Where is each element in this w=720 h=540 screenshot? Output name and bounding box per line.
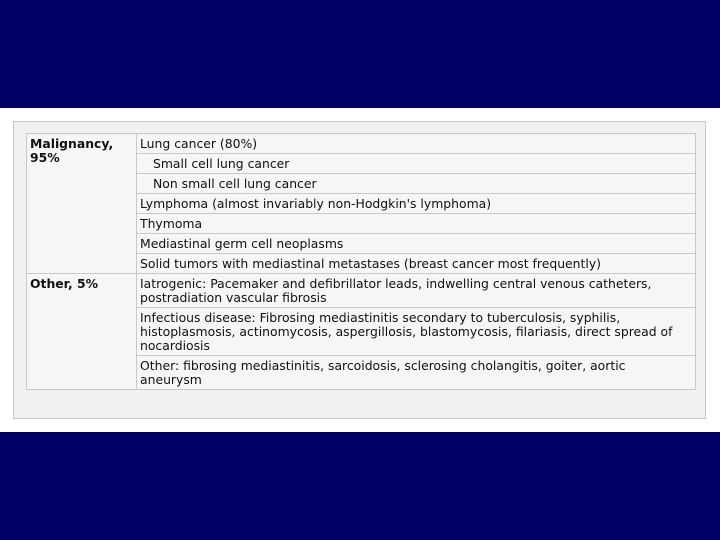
cell-text: Non small cell lung cancer <box>153 176 317 191</box>
cell-text: nocardiosis <box>140 338 210 353</box>
group-label-other <box>27 274 137 390</box>
cell-text: aneurysm <box>140 372 202 387</box>
cell-text: Thymoma <box>140 216 203 231</box>
table-cell <box>137 274 696 308</box>
table-cell <box>137 154 696 174</box>
cell-text: histoplasmosis, actinomycosis, aspergillosis, blastomycosis, filariasis, direct spread of <box>140 324 673 339</box>
group-label-malignancy <box>27 134 137 274</box>
causes-table <box>26 133 696 390</box>
table-cell <box>137 356 696 390</box>
cell-text: Mediastinal germ cell neoplasms <box>140 236 344 251</box>
table-row <box>27 134 696 154</box>
table-cell <box>137 194 696 214</box>
table-cell <box>137 234 696 254</box>
cell-text: Infectious disease: Fibrosing mediastinitis secondary to tuberculosis, syphilis, <box>140 310 621 325</box>
table-frame <box>13 121 706 419</box>
table-cell <box>137 174 696 194</box>
group-label-line: Other, 5% <box>30 276 99 291</box>
cell-text: Solid tumors with mediastinal metastases (breast cancer most frequently) <box>140 256 602 271</box>
table-cell <box>137 308 696 356</box>
table-row <box>27 274 696 308</box>
table-cell <box>137 254 696 274</box>
cell-text: Small cell lung cancer <box>153 156 290 171</box>
cell-text: postradiation vascular fibrosis <box>140 290 327 305</box>
cell-text: Iatrogenic: Pacemaker and defibrillator leads, indwelling central venous catheters, <box>140 276 652 291</box>
group-label-line: 95% <box>30 150 60 165</box>
cell-text: Other: fibrosing mediastinitis, sarcoidosis, sclerosing cholangitis, goiter, aortic <box>140 358 626 373</box>
table-cell <box>137 134 696 154</box>
table-cell <box>137 214 696 234</box>
cell-text: Lymphoma (almost invariably non-Hodgkin's lymphoma) <box>140 196 492 211</box>
group-label-line: Malignancy, <box>30 136 114 151</box>
cell-text: Lung cancer (80%) <box>140 136 258 151</box>
